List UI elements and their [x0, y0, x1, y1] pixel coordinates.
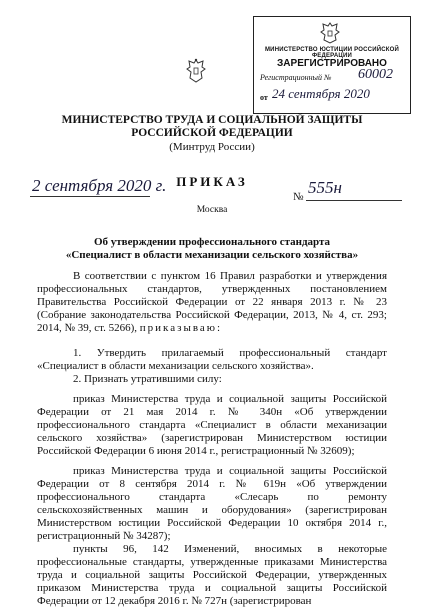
subject-line-2: «Специалист в области механизации сельского хозяйства»	[65, 249, 359, 261]
sub-item-1: приказ Министерства труда и социальной защиты Российской Федерации от 21 мая 2014 г. № 340н «Об утверждении профессионального стандарта «Специалист в области механизации сельского хозяйства» (зарегистрирован Министерством юстиции Российской Федерации 6 июня 2014 г., регистрационный № 32609);	[37, 393, 387, 457]
order-title: ПРИКАЗ	[176, 174, 248, 189]
date-underline	[30, 196, 150, 197]
stamp-date: 24 сентября 2020	[272, 86, 370, 101]
number-underline	[306, 200, 402, 201]
order-body	[37, 270, 387, 608]
coat-of-arms-icon	[186, 58, 206, 84]
stamp-registered: ЗАРЕГИСТРИРОВАНО	[277, 58, 387, 69]
order-subject	[0, 236, 424, 262]
item-1: 1. Утвердить прилагаемый профессиональный стандарт «Специалист в области механизации сельского хозяйства».	[37, 347, 387, 372]
stamp-reg-number: 60002	[358, 67, 393, 82]
ministry-header	[0, 114, 424, 140]
stamp-reg-number-label: Регистрационный №	[260, 73, 332, 82]
intro-action: приказываю:	[139, 322, 223, 334]
order-number: 555н	[308, 178, 342, 197]
intro-text: В соответствии с пунктом 16 Правил разработки и утверждения профессиональных стандартов, утвержденных постановлением Правительства Российской Федерации от 22 января 2013 г. № 23 (Собрание законодательства Российской Федерации, 2013, № 4, ст. 293; 2014, № 39, ст. 5266),	[37, 270, 387, 334]
item-2: 2. Признать утратившими силу:	[73, 373, 222, 385]
intro-paragraph	[37, 270, 387, 335]
stamp-coat-of-arms-icon	[320, 21, 340, 45]
ministry-short-name: (Минтруд России)	[169, 141, 255, 153]
order-date: 2 сентября 2020 г.	[32, 176, 167, 195]
order-city: Москва	[196, 205, 228, 215]
sub-item-3: пункты 96, 142 Изменений, вносимых в некоторые профессиональные стандарты, утвержденные приказами Министерства труда и социальной защиты Российской Федерации, утвержденных приказом Министерства труда и социальной защиты Российской Федерации от 12 декабря 2016 г. № 727н (зарегистрирован	[37, 543, 387, 607]
stamp-ministry: МИНИСТЕРСТВО ЮСТИЦИИ РОССИЙСКОЙ ФЕДЕРАЦИИ	[264, 47, 400, 59]
order-number-label: №	[293, 191, 304, 203]
subject-line-1: Об утверждении профессионального стандарта	[93, 236, 331, 248]
ministry-line-2: РОССИЙСКОЙ ФЕДЕРАЦИИ	[131, 127, 293, 139]
registration-stamp	[253, 16, 411, 114]
sub-item-2: приказ Министерства труда и социальной защиты Российской Федерации от 8 сентября 2014 г. № 619н «Об утверждении профессионального стандарта «Слесарь по ремонту сельскохозяйственных машин и оборудования» (зарегистрирован Министерством юстиции Российской Федерации 10 октября 2014 г., регистрационный № 34287);	[37, 465, 387, 542]
ministry-line-1: МИНИСТЕРСТВО ТРУДА И СОЦИАЛЬНОЙ ЗАЩИТЫ	[61, 114, 363, 126]
stamp-date-label: от	[260, 93, 268, 102]
